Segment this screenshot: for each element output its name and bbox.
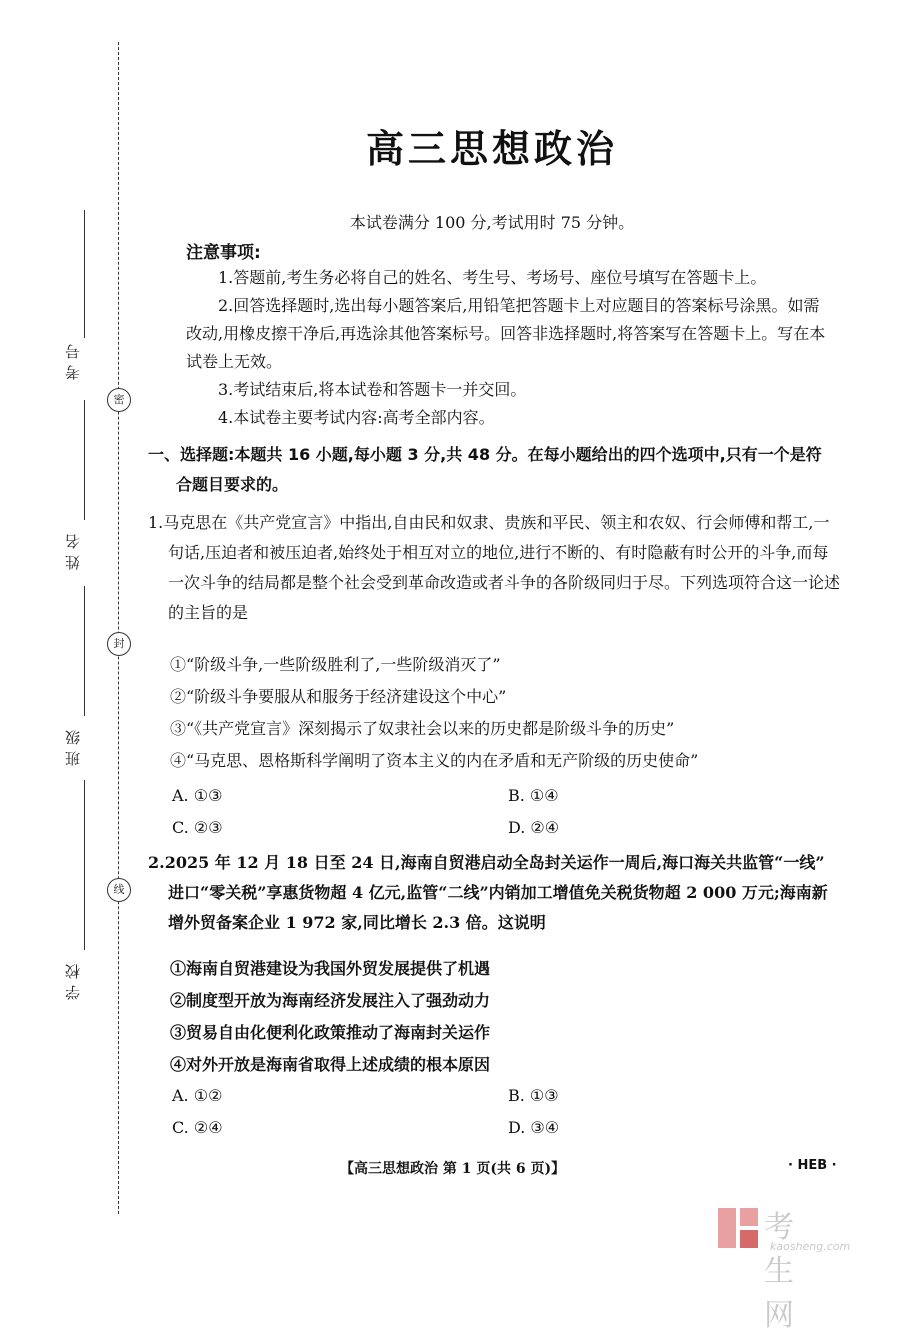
question-2-option: ③贸易自由化便利化政策推动了海南封关运作 [170,1023,491,1042]
question-1-option: ①“阶级斗争,一些阶级胜利了,一些阶级消灭了” [170,655,501,674]
question-2-stem-rest: 进口“零关税”享惠货物超 4 亿元,监管“二线”内销加工增值免关税货物超 2 000 万元;海南新增外贸备案企业 1 972 家,同比增长 2.3 倍。这说明 [168,883,828,932]
notice-item: 2.回答选择题时,选出每小题答案后,用铅笔把答题卡上对应题目的答案标号涂黑。如需改动,用橡皮擦干净后,再选涂其他答案标号。回答非选择题时,将答案写在答题卡上。写在本试卷上无效。 [186,296,826,371]
watermark-text: 考生网 [764,1210,796,1333]
exam-info: 本试卷满分 100 分,考试用时 75 分钟。 [349,213,635,232]
question-1-stem [148,508,840,628]
question-1-option: ③“《共产党宣言》深刻揭示了奴隶社会以来的历史都是阶级斗争的历史” [170,719,675,738]
notice-item: 3.考试结束后,将本试卷和答题卡一并交回。 [218,380,527,399]
question-1-option: ②“阶级斗争要服从和服务于经济建设这个中心” [170,687,507,706]
exam-id-label: 考号 [64,338,82,380]
section-heading [148,440,838,500]
seal-xian: 线 [107,878,131,902]
question-2-choice-c: C. ②④ [172,1118,223,1137]
watermark-subtext: kaosheng.com [770,1240,851,1253]
question-2-stem [148,848,840,938]
question-1-choice-b: B. ①④ [508,786,559,805]
notice-list [186,264,826,432]
question-1-choice-c: C. ②③ [172,818,223,837]
notice-item: 1.答题前,考生务必将自己的姓名、考生号、考场号、座位号填写在答题卡上。 [218,268,767,287]
question-2-choice-a: A. ①② [172,1086,223,1105]
school-line [84,780,85,950]
question-1-option: ④“马克思、恩格斯科学阐明了资本主义的内在矛盾和无产阶级的历史使命” [170,751,699,770]
name-line [84,400,85,520]
notice-heading: 注意事项: [186,243,261,263]
footer-code: · HEB · [788,1158,837,1173]
seal-mi: 密 [107,388,131,412]
name-label: 姓名 [64,528,82,570]
watermark-logo-icon [716,1206,760,1250]
section-heading-line2: 合题目要求的。 [176,475,289,494]
question-1-choice-d: D. ②④ [508,818,560,837]
question-2-choice-d: D. ③④ [508,1118,560,1137]
page-title: 高三思想政治 [365,127,618,171]
watermark [716,1206,851,1333]
question-1-stem-first: 1.马克思在《共产党宣言》中指出,自由民和奴隶、贵族和平民、领主和农奴、行会师傅和帮工,一 [148,513,830,532]
seal-feng: 封 [107,632,131,656]
question-2-stem-first: 2.2025 年 12 月 18 日至 24 日,海南自贸港启动全岛封关运作一周后,海口海关共监管“一线” [148,853,825,872]
school-label: 学校 [64,958,82,1000]
question-1-choice-a: A. ①③ [172,786,223,805]
class-label: 班级 [64,724,82,766]
section-heading-line1: 一、选择题:本题共 16 小题,每小题 3 分,共 48 分。在每小题给出的四个选项中,只有一个是符 [148,445,822,464]
question-2-choice-b: B. ①③ [508,1086,559,1105]
question-2-option: ②制度型开放为海南经济发展注入了强劲动力 [170,991,491,1010]
page-footer: 【高三思想政治 第 1 页(共 6 页)】 [340,1161,566,1177]
question-1-stem-rest: 句话,压迫者和被压迫者,始终处于相互对立的地位,进行不断的、有时隐蔽有时公开的斗争,而每一次斗争的结局都是整个社会受到革命改造或者斗争的各阶级同归于尽。下列选项符合这一论述的主旨的是 [168,543,841,622]
question-2-option: ④对外开放是海南省取得上述成绩的根本原因 [170,1055,491,1074]
question-2-option: ①海南自贸港建设为我国外贸发展提供了机遇 [170,959,491,978]
class-line [84,586,85,716]
notice-item: 4.本试卷主要考试内容:高考全部内容。 [218,408,495,427]
